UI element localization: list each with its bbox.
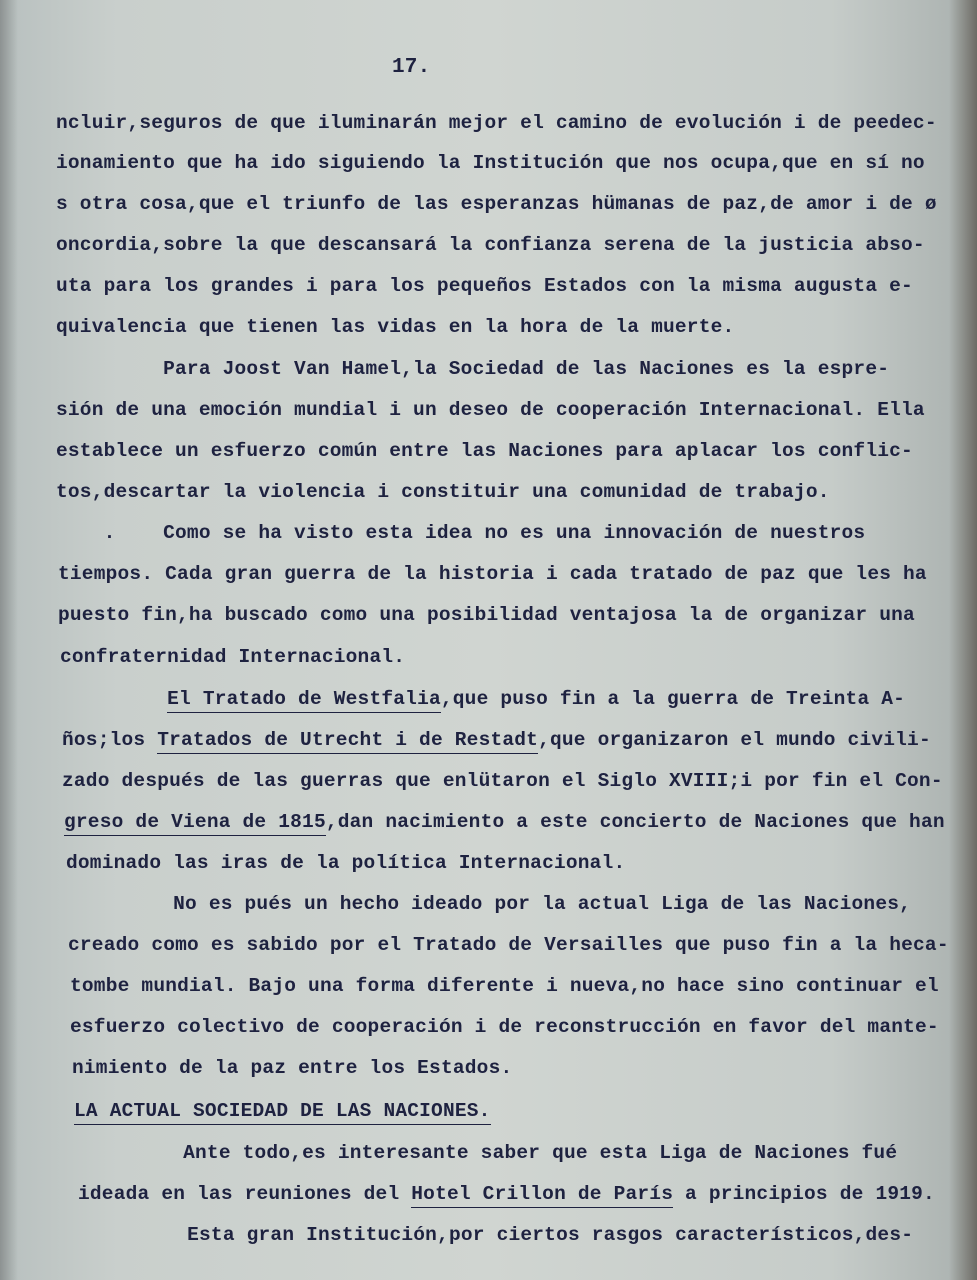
text-line: confraternidad Internacional. xyxy=(60,646,406,668)
text-line: ionamiento que ha ido siguiendo la Institución que nos ocupa,que en sí no xyxy=(56,152,925,174)
text-line: creado como es sabido por el Tratado de Versailles que puso fin a la heca- xyxy=(68,934,949,956)
text-line: sión de una emoción mundial i un deseo de cooperación Internacional. Ella xyxy=(56,399,925,421)
text-line: Para Joost Van Hamel,la Sociedad de las Naciones es la espre- xyxy=(56,358,890,380)
text-line: Ante todo,es interesante saber que esta Liga de Naciones fué xyxy=(76,1142,898,1164)
page-shadow-left xyxy=(0,0,18,1280)
text-line: uta para los grandes i para los pequeños Estados con la misma augusta e- xyxy=(56,275,913,297)
text-line: puesto fin,ha buscado como una posibilidad ventajosa la de organizar una xyxy=(58,604,915,626)
page-shadow-right xyxy=(949,0,977,1280)
text-line: ños;los Tratados de Utrecht i de Restadt,que organizaron el mundo civili- xyxy=(62,729,931,751)
text-line: zado después de las guerras que enlütaron el Siglo XVIII;i por fin el Con- xyxy=(62,770,943,792)
text-line: tiempos. Cada gran guerra de la historia i cada tratado de paz que les ha xyxy=(58,563,927,585)
underlined-phrase: El Tratado de Westfalia xyxy=(167,688,441,713)
underlined-phrase: greso de Viena de 1815 xyxy=(64,811,326,836)
underlined-phrase: Hotel Crillon de París xyxy=(411,1183,673,1208)
text-line: esfuerzo colectivo de cooperación i de reconstrucción en favor del mante- xyxy=(70,1016,939,1038)
text-line: greso de Viena de 1815,dan nacimiento a este concierto de Naciones que han xyxy=(64,811,945,833)
text-line: Esta gran Institución,por ciertos rasgos característicos,des- xyxy=(80,1224,914,1246)
text-line: quivalencia que tienen las vidas en la hora de la muerte. xyxy=(56,316,735,338)
text-line: . Como se ha visto esta idea no es una innovación de nuestros xyxy=(56,522,866,544)
underlined-phrase: Tratados de Utrecht i de Restadt xyxy=(157,729,538,754)
text-line: establece un esfuerzo común entre las Naciones para aplacar los conflic- xyxy=(56,440,913,462)
text-line: El Tratado de Westfalia,que puso fin a la guerra de Treinta A- xyxy=(60,688,905,710)
text-line: s otra cosa,que el triunfo de las esperanzas hümanas de paz,de amor i de ø xyxy=(56,193,937,215)
text-line: ideada en las reuniones del Hotel Crillon de París a principios de 1919. xyxy=(78,1183,935,1205)
text-line: ncluir,seguros de que iluminarán mejor el camino de evolución i de peedec- xyxy=(56,112,937,134)
section-heading xyxy=(74,1100,491,1122)
text-line: tombe mundial. Bajo una forma diferente i nueva,no hace sino continuar el xyxy=(70,975,939,997)
text-line: oncordia,sobre la que descansará la confianza serena de la justicia abso- xyxy=(56,234,925,256)
section-heading-text: LA ACTUAL SOCIEDAD DE LAS NACIONES. xyxy=(74,1100,491,1125)
text-line: tos,descartar la violencia i constituir una comunidad de trabajo. xyxy=(56,481,830,503)
page-number: 17. xyxy=(392,56,431,79)
text-line: nimiento de la paz entre los Estados. xyxy=(72,1057,513,1079)
text-line: dominado las iras de la política Internacional. xyxy=(66,852,626,874)
text-line: No es pués un hecho ideado por la actual Liga de las Naciones, xyxy=(66,893,912,915)
